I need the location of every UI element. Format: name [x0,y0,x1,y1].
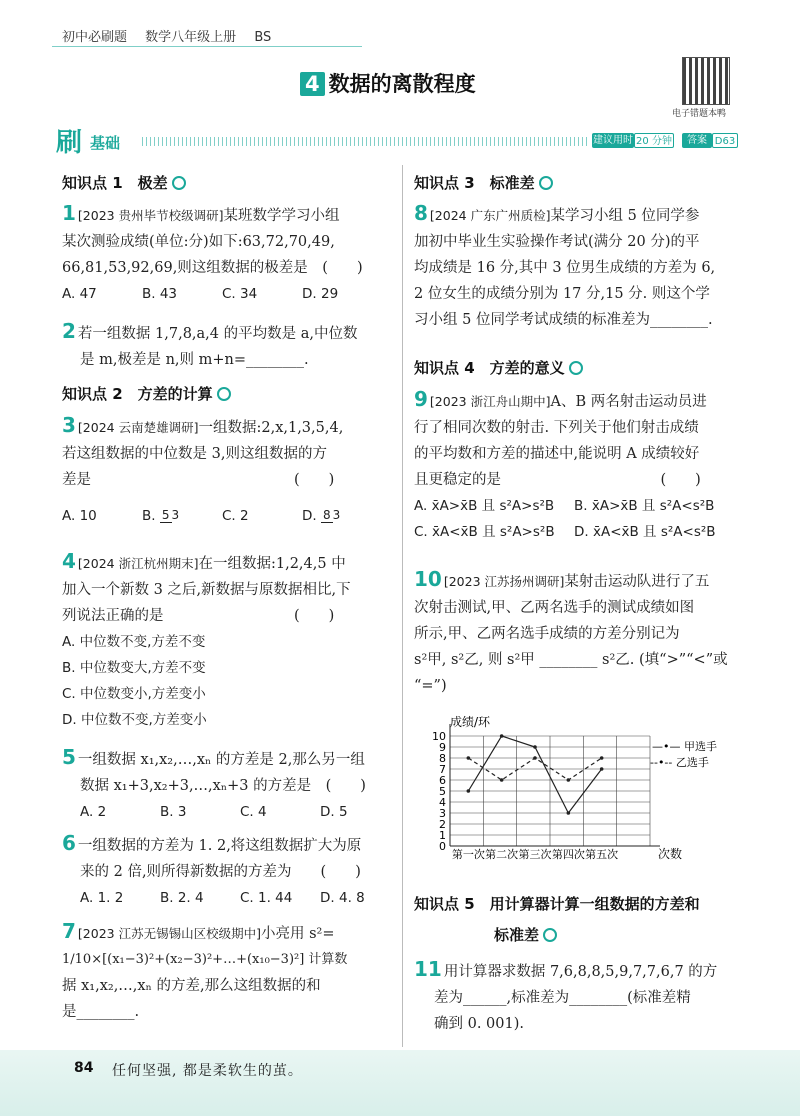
q3-option-a[interactable]: A. 10 [62,508,97,524]
data-point [600,767,604,771]
q10-number: 10 [414,567,442,591]
q1-line3: 66,81,53,92,69,则这组数据的极差是 ( ) [62,260,363,276]
target-icon [569,361,583,375]
header-divider [52,46,362,47]
legend-yi: --•-- 乙选手 [650,756,709,769]
band-stripe [142,137,587,146]
knowledge-point-3 [414,172,553,193]
column-divider [402,165,403,1047]
q7-line2: 1/10×[(x₁−3)²+(x₂−3)²+…+(x₁₀−3)²] 计算数 [62,952,348,967]
y-tick-label: 6 [439,774,446,787]
section-number: 4 [300,72,325,96]
question-6 [62,830,398,911]
q3-option-d-label: D. [302,508,317,524]
q4-number: 4 [62,549,76,573]
q10-line3: 所示,甲、乙两名选手成绩的方差分别记为 [414,626,680,642]
x-tick-label: 第三次 [518,848,552,861]
data-point [533,756,537,760]
q9-line1: A、B 两名射击运动员进 [550,394,707,410]
q10-line1: 某射击运动队进行了五 [564,574,710,590]
q3-option-d-frac [321,509,340,523]
question-5 [62,744,398,825]
chart-ylabel: 成绩/环 [450,715,491,729]
q5-option-a[interactable]: A. 2 [80,804,107,820]
score-line-chart [414,712,734,872]
q11-line1: 用计算器求数据 7,6,8,8,5,9,7,7,6,7 的方 [443,964,718,980]
q3-option-b[interactable] [142,503,222,529]
target-icon [543,928,557,942]
kp1-label: 知识点 1 极差 [62,174,168,192]
q3-option-b-label: B. [142,508,156,524]
knowledge-point-1 [62,172,186,193]
book-header [62,26,285,45]
q10-source: [2023 江苏扬州调研] [443,574,565,589]
q9-option-a[interactable]: A. x̄A>x̄B 且 s²A>s²B [414,498,555,514]
kp2-label: 知识点 2 方差的计算 [62,385,213,403]
time-value: 20 分钟 [634,133,674,148]
section-title [300,68,476,98]
q11-line2: 差为______,标准差为________(标准差精 [434,990,691,1006]
q1-number: 1 [62,201,76,225]
q3-d-denominator: 3 [332,508,341,522]
band-logo: 刷 [56,128,83,158]
question-9 [414,386,750,545]
chart-axes [432,724,660,861]
q3-line2: 若这组数据的中位数是 3,则这组数据的方 [62,446,327,462]
answer-page: D63 [712,133,738,148]
question-4 [62,548,398,733]
q1-option-d[interactable]: D. 29 [302,286,339,302]
y-tick-label: 1 [439,829,446,842]
y-tick-label: 5 [439,785,446,798]
q2-number: 2 [62,319,76,343]
chart-xlabel: 次数 [658,847,683,861]
q1-line2: 某次测验成绩(单位:分)如下:63,72,70,49, [62,234,335,250]
q6-line1: 一组数据的方差为 1. 2,将这组数据扩大为原 [77,838,362,854]
kp5-label-line1: 知识点 5 用计算器计算一组数据的方差和 [414,895,700,913]
page-number: 84 [74,1060,94,1076]
q8-line3: 均成绩是 16 分,其中 3 位男生成绩的方差为 6, [414,260,716,276]
data-point [533,745,537,749]
chart-grid [450,736,650,846]
question-3 [62,412,398,529]
data-point [600,756,604,760]
y-tick-label: 8 [439,752,446,765]
time-label: 建议用时 [593,135,633,146]
book-edition: BS [254,30,272,45]
q9-source: [2023 浙江舟山期中] [429,394,551,409]
q4-line3: 列说法正确的是 ( ) [62,608,335,624]
x-tick-label: 第五次 [585,848,619,861]
footer-motto: 任何坚强, 都是柔软生的茧。 [112,1063,303,1079]
q5-line1: 一组数据 x₁,x₂,…,xₙ 的方差是 2,那么另一组 [77,752,365,768]
q1-option-a[interactable]: A. 47 [62,286,97,302]
q8-line1: 某学习小组 5 位同学参 [550,208,700,224]
q4-line1: 在一组数据:1,2,4,5 中 [198,556,346,572]
q3-b-denominator: 3 [171,508,180,522]
q3-b-numerator: 5 [161,508,170,522]
q3-d-numerator: 8 [322,508,331,522]
q6-option-d[interactable]: D. 4. 8 [320,890,365,906]
q4-option-d[interactable]: D. 中位数不变,方差变小 [62,712,207,728]
q10-line4: s²甲, s²乙, 则 s²甲 ________ s²乙. (填“>”“<”或 [414,652,728,668]
chart-series [467,734,604,815]
question-8 [414,200,750,333]
y-tick-label: 4 [439,796,446,809]
q2-line2: 是 m,极差是 n,则 m+n=________. [80,352,309,368]
q6-line2: 来的 2 倍,则所得新数据的方差为 ( ) [80,864,361,880]
kp5-label-line2: 标准差 [494,926,540,944]
q3-option-c[interactable]: C. 2 [222,508,249,524]
q3-line1: 一组数据:2,x,1,3,5,4, [198,420,344,436]
q4-line2: 加入一个新数 3 之后,新数据与原数据相比,下 [62,582,351,598]
data-point [567,811,571,815]
x-tick-label: 第一次 [451,848,485,861]
q7-line4: 是________. [62,1004,140,1020]
question-1 [62,200,398,307]
question-2 [62,318,398,373]
data-point [567,778,571,782]
q9-option-b[interactable]: B. x̄A>x̄B 且 s²A<s²B [574,498,715,514]
q8-line5: 习小组 5 位同学考试成绩的标准差为________. [414,312,713,328]
q1-option-b[interactable]: B. 43 [142,286,178,302]
q9-number: 9 [414,387,428,411]
q3-source: [2024 云南楚雄调研] [77,420,199,435]
q11-line3: 确到 0. 001). [434,1016,524,1032]
target-icon [217,387,231,401]
data-point [467,789,471,793]
q5-option-c[interactable]: C. 4 [240,804,267,820]
q4-option-b[interactable]: B. 中位数变大,方差不变 [62,660,206,676]
data-point [467,756,471,760]
x-tick-label: 第四次 [551,848,585,861]
knowledge-point-2 [62,383,231,404]
q6-option-c[interactable]: C. 1. 44 [240,890,293,906]
y-tick-label: 2 [439,818,446,831]
kp3-label: 知识点 3 标准差 [414,174,535,192]
section-title-text: 数据的离散程度 [328,72,476,96]
y-tick-label: 3 [439,807,446,820]
q5-number: 5 [62,745,76,769]
legend-jia: —•— 甲选手 [652,740,717,753]
q1-source: [2023 贵州毕节校级调研] [77,208,224,223]
answer-label: 答案 [682,133,712,148]
y-tick-label: 10 [432,730,446,743]
q4-option-c[interactable]: C. 中位数变小,方差变小 [62,686,206,702]
book-subject: 数学八年级上册 [145,30,237,45]
q1-option-c[interactable]: C. 34 [222,286,258,302]
q5-line2: 数据 x₁+3,x₂+3,…,xₙ+3 的方差是 ( ) [80,778,366,794]
q5-option-d[interactable]: D. 5 [320,804,348,820]
q7-number: 7 [62,919,76,943]
q8-source: [2024 广东广州质检] [429,208,551,223]
data-point [500,778,504,782]
q9-line3: 的平均数和方差的描述中,能说明 A 成绩较好 [414,446,700,462]
q6-option-b[interactable]: B. 2. 4 [160,890,204,906]
data-point [500,734,504,738]
target-icon [172,176,186,190]
q3-option-b-frac [160,509,179,523]
q7-line1: 小亮用 s²= [260,926,335,942]
q8-line4: 2 位女生的成绩分别为 17 分,15 分. 则这个学 [414,286,710,302]
q9-line4: 且更稳定的是 ( ) [414,472,701,488]
q10-line2: 次射击测试,甲、乙两名选手的测试成绩如图 [414,600,695,616]
q9-option-d[interactable]: D. x̄A<x̄B 且 s²A<s²B [574,524,716,540]
q9-line2: 行了相同次数的射击. 下列关于他们射击成绩 [414,420,699,436]
target-icon [539,176,553,190]
knowledge-point-5 [414,893,700,945]
knowledge-point-4 [414,357,583,378]
question-7 [62,918,398,1025]
q4-source: [2024 浙江杭州期末] [77,556,199,571]
q6-option-a[interactable]: A. 1. 2 [80,890,124,906]
y-tick-label: 7 [439,763,446,776]
q6-number: 6 [62,831,76,855]
qr-label: 电子错题本鸭 [672,109,727,119]
book-title: 初中必刷题 [62,30,128,45]
question-11 [414,956,750,1037]
q1-line1: 某班数学学习小组 [223,208,340,224]
y-tick-label: 0 [439,840,446,853]
kp4-label: 知识点 4 方差的意义 [414,359,565,377]
q3-number: 3 [62,413,76,437]
band-sub: 基础 [90,134,121,152]
q7-source: [2023 江苏无锡锡山区校级期中] [77,926,261,941]
question-10 [414,566,750,699]
q8-number: 8 [414,201,428,225]
q5-option-b[interactable]: B. 3 [160,804,187,820]
qr-code-icon[interactable] [682,57,730,105]
y-tick-label: 9 [439,741,446,754]
q4-option-a[interactable]: A. 中位数不变,方差不变 [62,634,206,650]
x-tick-label: 第二次 [485,848,519,861]
q11-number: 11 [414,957,442,981]
q3-line3: 差是 ( ) [62,472,335,488]
q3-option-d[interactable] [302,503,340,529]
q9-option-c[interactable]: C. x̄A<x̄B 且 s²A>s²B [414,524,555,540]
q7-line3: 据 x₁,x₂,…,xₙ 的方差,那么这组数据的和 [62,978,321,994]
q2-line1: 若一组数据 1,7,8,a,4 的平均数是 a,中位数 [77,326,358,342]
q10-line5: “=”) [414,678,447,694]
q8-line2: 加初中毕业生实验操作考试(满分 20 分)的平 [414,234,700,250]
